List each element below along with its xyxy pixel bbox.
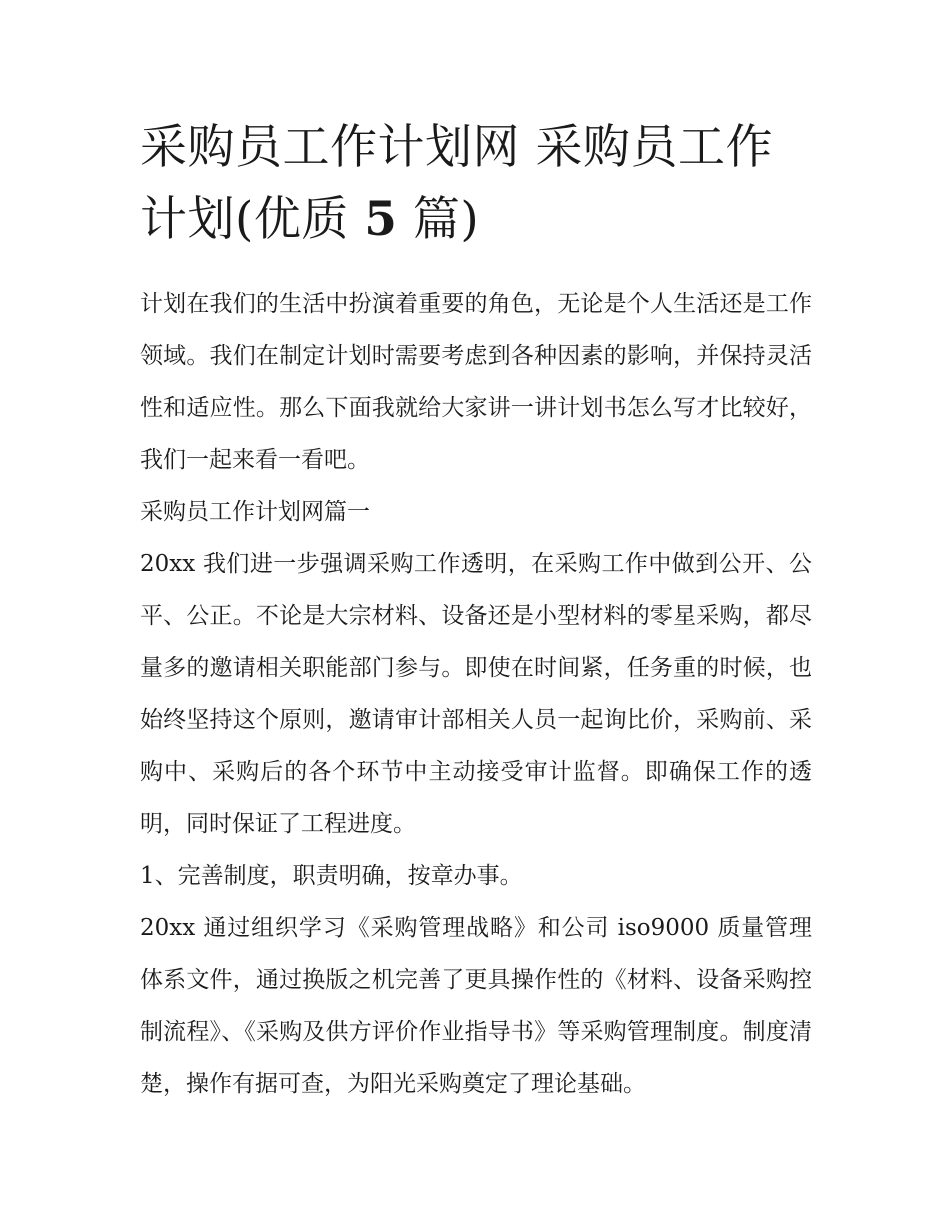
intro-paragraph: 计划在我们的生活中扮演着重要的角色，无论是个人生活还是工作领域。我们在制定计划时需要考虑到各种因素的影响，并保持灵活性和适应性。那么下面我就给大家讲一讲计划书怎么写才比较好，我们一起来看一看吧。 [140,291,812,473]
document-title [140,112,812,256]
section-heading-2: 1、完善制度，职责明确，按章办事。 [140,863,523,889]
body-paragraph-2: 20xx 通过组织学习《采购管理战略》和公司 iso9000 质量管理体系文件，通过换版之机完善了更具操作性的《材料、设备采购控制流程》、《采购及供方评价作业指导书》等采购管理制度。制度清楚，操作有据可查，为阳光采购奠定了理论基础。 [140,915,812,1097]
body-paragraph-1: 20xx 我们进一步强调采购工作透明，在采购工作中做到公开、公平、公正。不论是大宗材料、设备还是小型材料的零星采购，都尽量多的邀请相关职能部门参与。即使在时间紧，任务重的时候，也始终坚持这个原则，邀请审计部相关人员一起询比价，采购前、采购中、采购后的各个环节中主动接受审计监督。即确保工作的透明，同时保证了工程进度。 [140,551,812,837]
title-line-2: 计划(优质 5 篇) [140,192,480,247]
section-heading-1: 采购员工作计划网篇一 [140,499,370,525]
title-line-1: 采购员工作计划网 采购员工作 [140,120,773,175]
document-page [140,112,812,1110]
